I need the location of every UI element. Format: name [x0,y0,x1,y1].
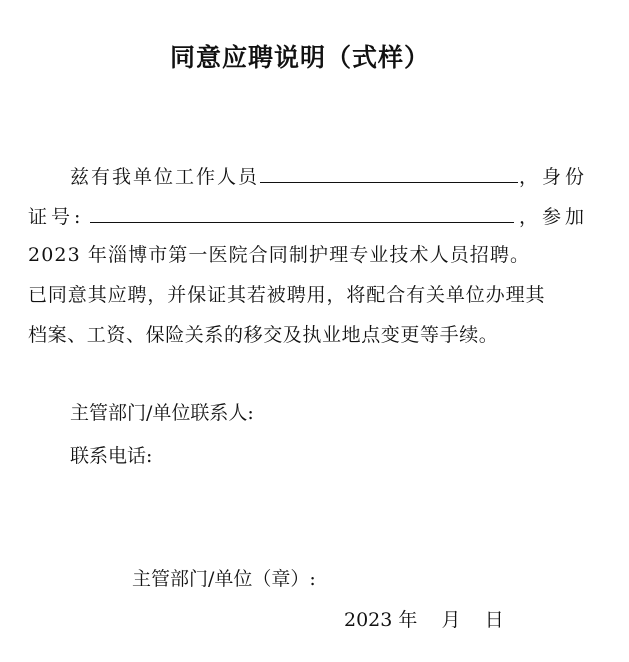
date-label: 2023 年 月 日 [344,609,504,631]
document-title: 同意应聘说明（式样） [169,43,430,72]
contact-phone-label: 联系电话: [70,445,153,467]
contact-person-label: 主管部门/单位联系人: [70,402,254,424]
body-line-4: 已同意其应聘，并保证其若被聘用，将配合有关单位办理其 [28,284,546,306]
line1-suffix: ，身份 [518,166,588,188]
body-line-3: 2023 年淄博市第一医院合同制护理专业技术人员招聘。 [28,244,531,266]
line1-prefix: 兹有我单位工作人员 [70,166,260,188]
body-line-1 [28,162,588,190]
body-line-5: 档案、工资、保险关系的移交及执业地点变更等手续。 [28,324,499,346]
line2-prefix: 证号: [28,206,85,228]
id-number-blank-line [90,202,514,223]
name-blank-line [260,162,518,183]
seal-label: 主管部门/单位（章）: [132,568,316,590]
line2-suffix: ，参加 [518,206,588,228]
body-line-2 [28,202,588,230]
